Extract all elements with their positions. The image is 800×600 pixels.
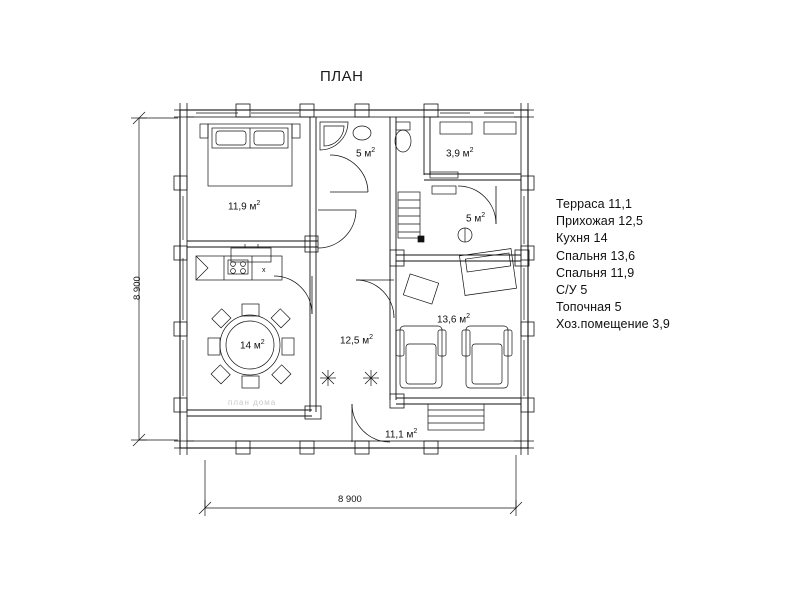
legend-item-kitchen: Кухня 14 [556, 231, 608, 246]
dimension-bottom-label: 8 900 [338, 494, 362, 505]
room-label-bedroom-right: 13,6 $м^2$ [437, 313, 471, 326]
legend-item-bedroom-2: Спальня 11,9 [556, 265, 635, 280]
room-label-boiler-room: 5 $м^2$ [466, 212, 486, 225]
svg-text:x: x [262, 267, 266, 274]
room-label-bedroom-upper-left: 11,9 $м^2$ [228, 200, 261, 213]
legend-item-hall: Прихожая 12,5 [556, 214, 644, 229]
room-label-terrace: 11,1 $м^2$ [385, 428, 418, 441]
legend-item-terrace: Терраса 11,1 [556, 197, 633, 211]
room-label-hall: 12,5 $м^2$ [340, 334, 374, 347]
legend [556, 196, 670, 334]
watermark: план дома [228, 398, 277, 407]
room-label-kitchen: 14 $м^2$ [240, 339, 265, 352]
legend-item-utility-room: Хоз.помещение 3,9 [556, 317, 670, 332]
legend-item-bedroom-1: Спальня 13,6 [556, 248, 636, 263]
legend-item-bathroom: С/У 5 [556, 283, 588, 298]
page-title: ПЛАН [320, 68, 364, 85]
room-label-bathroom: 5 $м^2$ [356, 147, 376, 160]
legend-item-boiler-room: Топочная 5 [556, 300, 622, 315]
room-label-utility-room: 3,9 $м^2$ [446, 147, 474, 160]
dimension-left-label: 8 900 [132, 276, 143, 300]
